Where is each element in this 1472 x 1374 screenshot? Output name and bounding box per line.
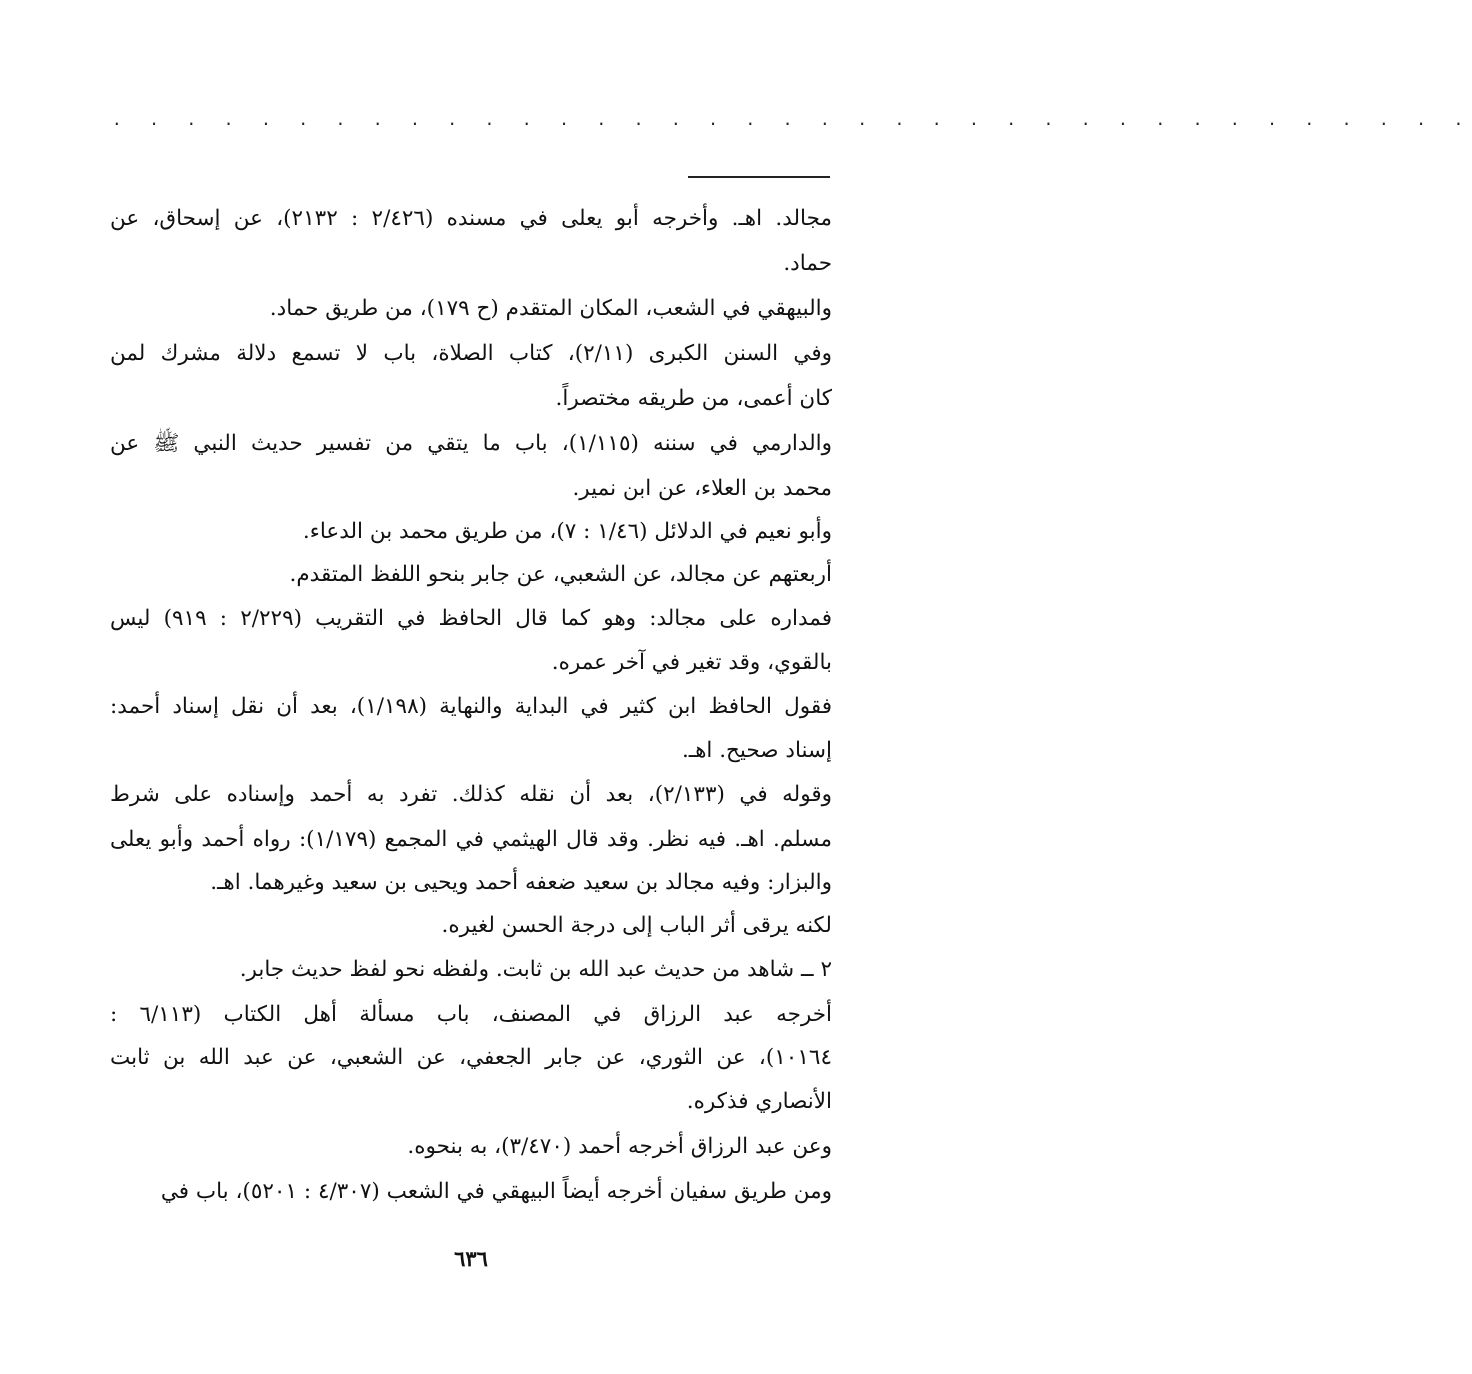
text-line: وعن عبد الرزاق أخرجه أحمد (٣/٤٧٠)، به بنحوه. — [407, 1134, 832, 1159]
text-line: مجالد. اهـ. وأخرجه أبو يعلى في مسنده (٢/٤٢٦ : ٢١٣٢)، عن إسحاق، عن — [110, 206, 832, 231]
text-line: والبزار: وفيه مجالد بن سعيد ضعفه أحمد ويحيى بن سعيد وغيرهما. اهـ. — [210, 870, 832, 895]
text-line: أخرجه عبد الرزاق في المصنف، باب مسألة أهل الكتاب (٦/١١٣ : — [110, 1002, 833, 1027]
text-line: ١٠١٦٤)، عن الثوري، عن جابر الجعفي، عن الشعبي، عن عبد الله بن ثابت — [110, 1045, 832, 1070]
separator-dots: . . . . . . . . . . . . . . . . . . . . . . . . . . . . . . . . . . . . . — [112, 110, 1472, 129]
text-line: فقول الحافظ ابن كثير في البداية والنهاية (١/١٩٨)، بعد أن نقل إسناد أحمد: — [110, 694, 832, 719]
text-line: ومن طريق سفيان أخرجه أيضاً البيهقي في الشعب (٤/٣٠٧ : ٥٢٠١)، باب في — [160, 1179, 832, 1204]
text-line: مسلم. اهـ. فيه نظر. وقد قال الهيثمي في المجمع (١/١٧٩): رواه أحمد وأبو يعلى — [110, 827, 832, 852]
text-line: والدارمي في سننه (١/١١٥)، باب ما يتقي من تفسير حديث النبي ﷺ عن — [110, 431, 832, 456]
page-number: ٦٣٦ — [454, 1246, 488, 1271]
text-line: إسناد صحيح. اهـ. — [681, 738, 832, 763]
text-line: فمداره على مجالد: وهو كما قال الحافظ في التقريب (٢/٢٢٩ : ٩١٩) ليس — [110, 606, 833, 631]
text-line: وقوله في (٢/١٣٣)، بعد أن نقله كذلك. تفرد به أحمد وإسناده على شرط — [110, 782, 832, 807]
text-line: لكنه يرقى أثر الباب إلى درجة الحسن لغيره. — [441, 913, 832, 938]
footnote-rule — [688, 176, 830, 178]
text-line: والبيهقي في الشعب، المكان المتقدم (ح ١٧٩)، من طريق حماد. — [269, 296, 832, 321]
text-line: وأبو نعيم في الدلائل (١/٤٦ : ٧)، من طريق محمد بن الدعاء. — [302, 519, 832, 544]
text-line: حماد. — [783, 251, 832, 276]
text-line: الأنصاري فذكره. — [686, 1089, 832, 1114]
text-line: ٢ ــ شاهد من حديث عبد الله بن ثابت. ولفظه نحو لفظ حديث جابر. — [239, 957, 832, 982]
text-line: أربعتهم عن مجالد، عن الشعبي، عن جابر بنحو اللفظ المتقدم. — [289, 562, 832, 587]
text-line: بالقوي، وقد تغير في آخر عمره. — [551, 650, 832, 675]
text-line: كان أعمى، من طريقه مختصراً. — [555, 386, 832, 411]
text-line: وفي السنن الكبرى (٢/١١)، كتاب الصلاة، باب لا تسمع دلالة مشرك لمن — [110, 341, 832, 366]
text-line: محمد بن العلاء، عن ابن نمير. — [572, 476, 832, 501]
